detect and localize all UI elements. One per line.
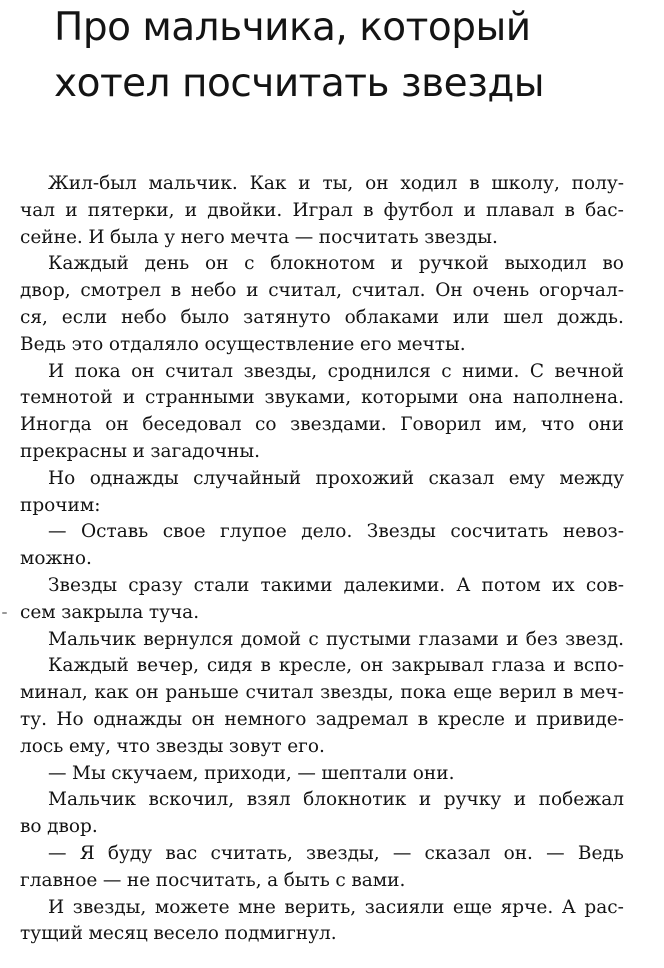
text-line: сейне. И была у него мечта — посчитать звезды. — [20, 226, 498, 248]
text-line: Иногда он беседовал со звездами. Говорил им, что они — [20, 414, 624, 436]
text-line: тущий месяц весело подмигнул. — [20, 923, 337, 945]
text-line: чал и пятерки, и двойки. Играл в футбол и плавал в бас- — [20, 199, 624, 221]
text-line: Звезды сразу стали такими далекими. А потом их сов- — [48, 574, 624, 596]
text-line: прекрасны и загадочны. — [20, 440, 260, 462]
text-line: Мальчик вскочил, взял блокнотик и ручку и побежал — [48, 789, 624, 811]
text-line: — Мы скучаем, приходи, — шептали они. — [48, 762, 455, 784]
text-line: сем закрыла туча. — [20, 601, 200, 623]
story-title — [54, 0, 654, 112]
text-line: — Я буду вас считать, звезды, — сказал он. — Ведь — [48, 842, 624, 864]
text-line: И звезды, можете мне верить, засияли еще ярче. А рас- — [48, 896, 624, 918]
text-line: во двор. — [20, 816, 98, 838]
text-line: можно. — [20, 548, 92, 570]
text-line: темнотой и странными звуками, которыми она наполнена. — [20, 387, 624, 409]
margin-mark — [2, 612, 7, 614]
text-line: Мальчик вернулся домой с пустыми глазами и без звезд. — [48, 628, 624, 650]
story-title-line-1: Про мальчика, который — [54, 5, 531, 50]
story-body — [20, 171, 624, 948]
text-line: Но однажды случайный прохожий сказал ему между — [48, 467, 624, 489]
text-line: минал, как он раньше считал звезды, пока еще верил в меч- — [20, 682, 624, 704]
text-line: лось ему, что звезды зовут его. — [20, 735, 325, 757]
text-line: И пока он считал звезды, сроднился с ними. С вечной — [48, 360, 624, 382]
story-title-line-2: хотел посчитать звезды — [54, 61, 545, 106]
text-line: Жил-был мальчик. Как и ты, он ходил в школу, полу- — [48, 173, 624, 194]
text-line: ту. Но однажды он немного задремал в кресле и привиде- — [20, 708, 624, 730]
text-line: — Оставь свое глупое дело. Звезды сосчитать невоз- — [48, 521, 624, 543]
text-line: Ведь это отдаляло осуществление его мечты. — [20, 333, 466, 355]
text-line: прочим: — [20, 494, 101, 516]
text-line: ся, если небо было затянуто облаками или шел дождь. — [20, 306, 624, 328]
text-line: двор, смотрел в небо и считал, считал. Он очень огорчал- — [20, 280, 624, 302]
text-line: Каждый день он с блокнотом и ручкой выходил во — [48, 253, 624, 275]
text-line: Каждый вечер, сидя в кресле, он закрывал глаза и вспо- — [48, 655, 624, 677]
text-line: главное — не посчитать, а быть с вами. — [20, 869, 406, 891]
